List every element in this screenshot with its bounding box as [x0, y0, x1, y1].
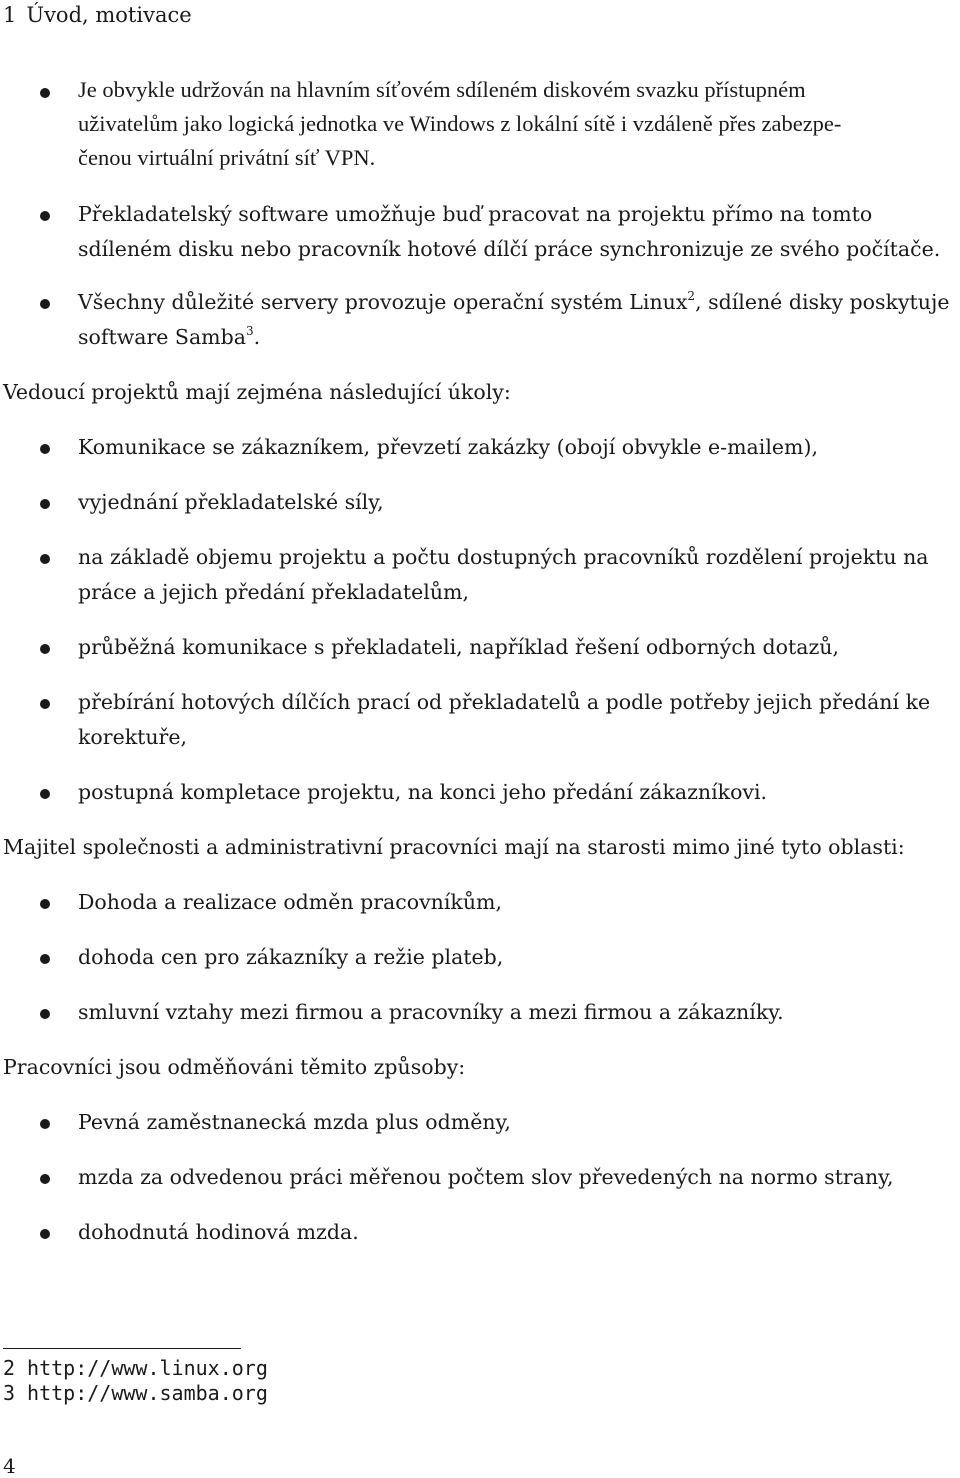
list-item-line: uživatelům jako logická jednotka ve Windows z lokální sítě i vzdáleně přes zabezpe- — [78, 111, 842, 136]
list-item-line: mzda za odvedenou práci měřenou počtem slov převedených na normo strany, — [78, 1165, 894, 1189]
bullet-icon — [40, 554, 50, 564]
bullet-icon — [40, 954, 50, 964]
footnote — [3, 1356, 268, 1380]
list-item-line: smluvní vztahy mezi firmou a pracovníky a mezi firmou a zákazníky. — [78, 1000, 784, 1024]
list-item-line: sdíleném disku nebo pracovník hotové dílčí práce synchronizuje ze svého počítače. — [78, 237, 941, 261]
section-number: 1 — [3, 3, 17, 27]
list-item-line: Je obvykle udržován na hlavním síťovém sdíleném diskovém svazku přístupném — [78, 77, 806, 102]
list-item-line: průběžná komunikace s překladateli, například řešení odborných dotazů, — [78, 635, 839, 659]
footnote-link[interactable]: http://www.linux.org — [27, 1356, 268, 1380]
list-item-line: Dohoda a realizace odměn pracovníkům, — [78, 890, 502, 914]
bullet-icon — [40, 444, 50, 454]
bullet-icon — [40, 644, 50, 654]
list-item-line: postupná kompletace projektu, na konci jeho předání zákazníkovi. — [78, 780, 768, 804]
bullet-icon — [40, 1009, 50, 1019]
list-item-line: přebírání hotových dílčích prací od překladatelů a podle potřeby jejich předání ke — [78, 690, 931, 714]
bullet-icon — [40, 299, 50, 309]
section-title: Úvod, motivace — [26, 3, 192, 27]
list-item-line: software Samba$^3$. — [78, 324, 261, 349]
list-item-line: Všechny důležité servery provozuje operační systém Linux$^2$, sdílené disky poskytuje — [78, 289, 950, 314]
bullet-icon — [40, 789, 50, 799]
bullet-icon — [40, 1174, 50, 1184]
bullet-icon — [40, 1119, 50, 1129]
footnote-number: 2 — [3, 1356, 16, 1380]
footnote-link[interactable]: http://www.samba.org — [27, 1381, 268, 1405]
list-item-line: dohoda cen pro zákazníky a režie plateb, — [78, 945, 504, 969]
list-item-line: dohodnutá hodinová mzda. — [78, 1220, 359, 1244]
footnote-ref: 3 — [245, 324, 254, 338]
paragraph: Vedoucí projektů mají zejména následující úkoly: — [3, 380, 511, 404]
list-item-line: práce a jejich předání překladatelům, — [78, 580, 469, 604]
footnote-ref: 2 — [687, 289, 696, 303]
list-item-line: čenou virtuální privátní síť VPN. — [78, 145, 376, 170]
list-item-line: vyjednání překladatelské síly, — [78, 490, 384, 514]
bullet-icon — [40, 899, 50, 909]
page-number: 4 — [3, 1454, 16, 1478]
section-heading — [3, 3, 192, 27]
bullet-icon — [40, 1229, 50, 1239]
paragraph: Majitel společnosti a administrativní pracovníci mají na starosti mimo jiné tyto oblasti: — [3, 835, 905, 859]
list-item-line: Komunikace se zákazníkem, převzetí zakázky (obojí obvykle e-mailem), — [78, 435, 818, 459]
list-item-line: na základě objemu projektu a počtu dostupných pracovníků rozdělení projektu na — [78, 545, 929, 569]
list-item-line: Překladatelský software umožňuje buď pracovat na projektu přímo na tomto — [78, 202, 873, 226]
paragraph: Pracovníci jsou odměňováni těmito způsoby: — [3, 1055, 466, 1079]
bullet-icon — [40, 699, 50, 709]
footnote — [3, 1381, 268, 1405]
footnote-number: 3 — [3, 1381, 16, 1405]
bullet-icon — [40, 211, 50, 221]
bullet-icon — [40, 499, 50, 509]
bullet-icon — [40, 88, 50, 98]
list-item-line: Pevná zaměstnanecká mzda plus odměny, — [78, 1110, 511, 1134]
list-item-line: korektuře, — [78, 725, 188, 749]
footnote-rule — [3, 1348, 241, 1349]
